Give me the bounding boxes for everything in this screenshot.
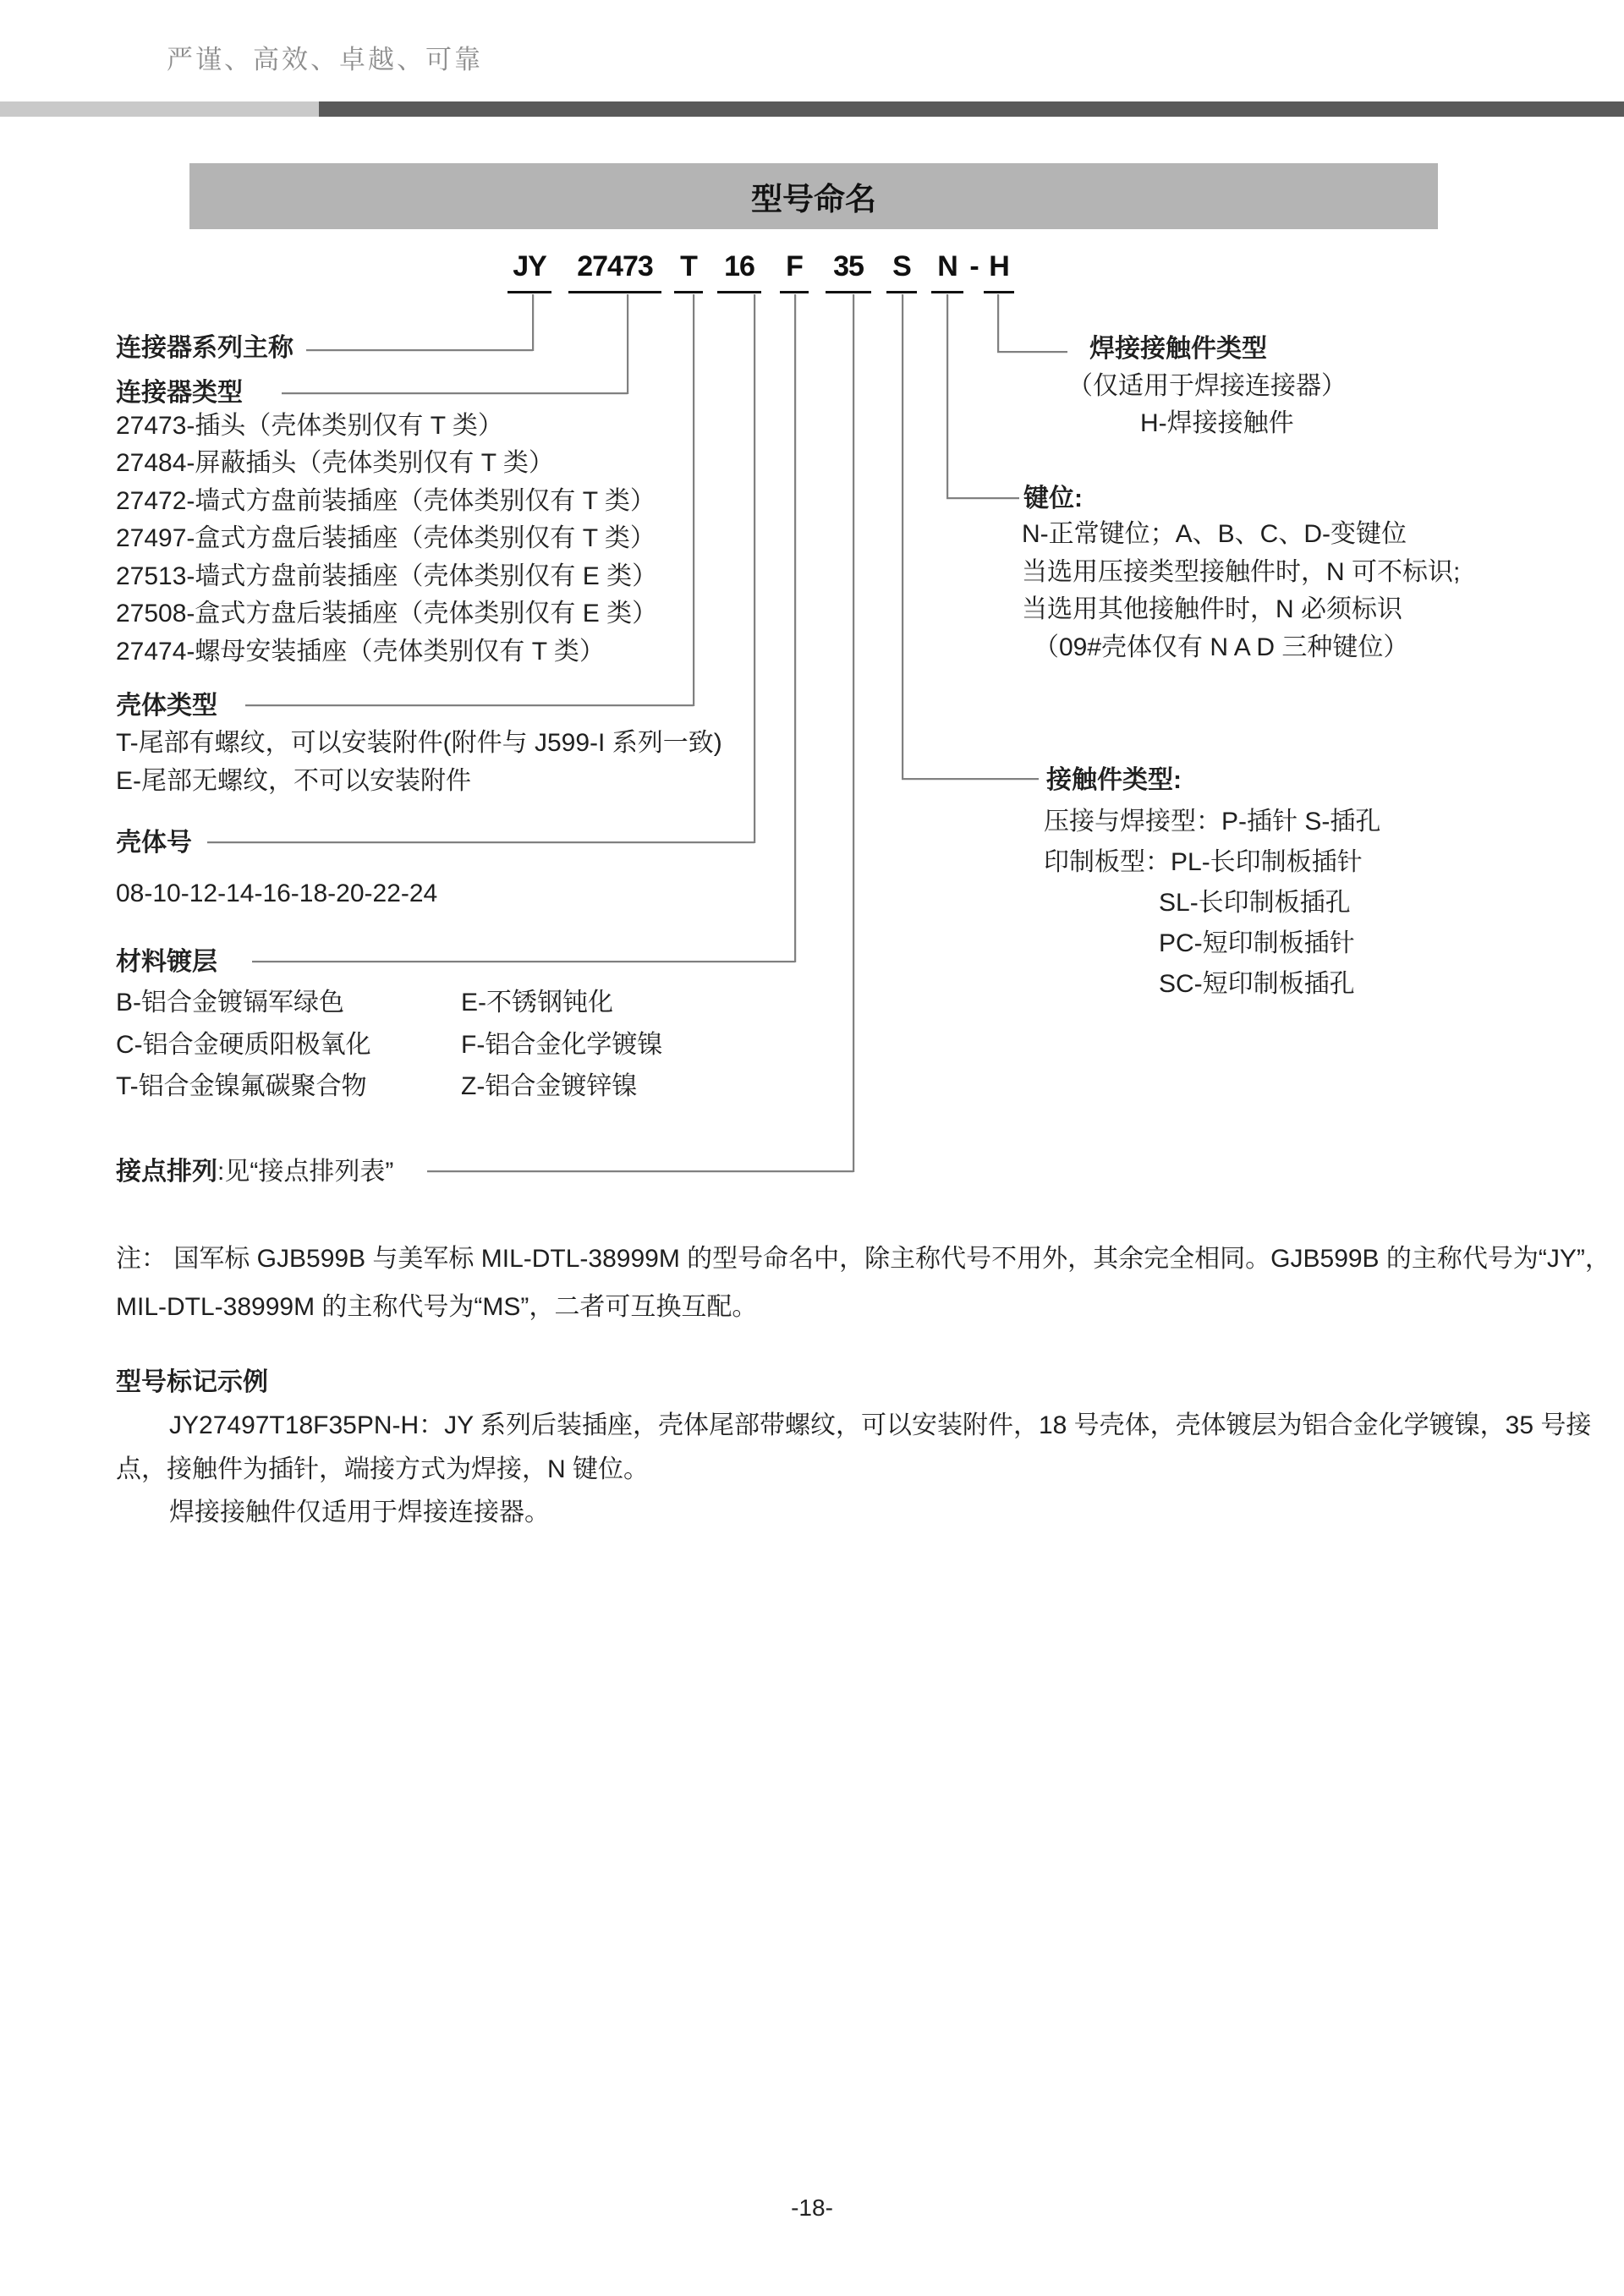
code-token-key: N [931,250,963,293]
header-bar-dark-segment [319,101,1624,117]
contact-piece-line: 压接与焊接型：P-插针 S-插孔 [1044,808,1381,836]
contact-piece-sub-line: SL-长印制板插孔 [1159,889,1351,917]
code-token-contact: S [886,250,917,293]
label-shell-number: 壳体号 [116,829,192,857]
marking-example-line: 焊接接触件仅适用于焊接连接器。 [169,1499,550,1526]
connector-line-series-v [532,294,534,351]
key-position-line: N-正常键位；A、B、C、D-变键位 [1022,520,1407,548]
connector-line-shell-no-h [207,841,754,843]
connector-type-item: 27513-墙式方盘前装插座（壳体类别仅有 E 类） [116,562,658,590]
plating-item: T-铝合金镍氟碳聚合物 [116,1072,367,1100]
contact-arrangement-ref: :见“接点排列表” [217,1158,394,1186]
code-token-solder: H [984,250,1014,293]
label-key-position: 键位: [1023,485,1083,512]
connector-type-item: 27473-插头（壳体类别仅有 T 类） [116,412,503,440]
connector-line-solder-h [997,351,1067,353]
contact-arrangement-title: 接点排列 [116,1158,217,1186]
solder-contact-note: （仅适用于焊接连接器） [1067,372,1347,400]
connector-line-plating-v [794,294,796,962]
shell-type-item: E-尾部无螺纹，不可以安装附件 [116,767,471,795]
label-connector-type: 连接器类型 [116,379,243,407]
label-contact-piece-type: 接触件类型: [1046,766,1182,794]
connector-line-plating-h [252,961,795,962]
marking-example-line: JY27497T18F35PN-H：JY 系列后装插座，壳体尾部带螺纹，可以安装附件，18 号壳体，壳体镀层为铝合金化学镀镍，35 号接 [169,1411,1592,1439]
shell-type-item: T-尾部有螺纹，可以安装附件(附件与 J599-I 系列一致) [116,729,722,757]
shell-number-values: 08-10-12-14-16-18-20-22-24 [116,879,438,907]
plating-item: Z-铝合金镀锌镍 [461,1072,638,1100]
connector-type-item: 27472-墙式方盘前装插座（壳体类别仅有 T 类） [116,487,656,515]
code-token-type: 27473 [568,250,661,293]
plating-item: C-铝合金硬质阳极氧化 [116,1031,371,1059]
connector-line-type-v [627,294,628,394]
solder-contact-item: H-焊接接触件 [1140,409,1294,437]
connector-line-arrangement-h [427,1170,853,1172]
connector-type-item: 27508-盒式方盘后装插座（壳体类别仅有 E 类） [116,600,658,627]
connector-line-arrangement-v [853,294,854,1172]
label-solder-contact-type: 焊接接触件类型 [1089,335,1267,363]
connector-line-shell-type-v [693,294,694,706]
contact-piece-sub-line: PC-短印制板插针 [1159,929,1355,957]
contact-piece-sub-line: SC-短印制板插孔 [1159,970,1355,998]
connector-type-item: 27474-螺母安装插座（壳体类别仅有 T 类） [116,638,605,666]
connector-line-solder-v [997,294,999,353]
code-token-shell-type: T [674,250,703,293]
note-paragraph-line: MIL-DTL-38999M 的主称代号为“MS”，二者可互换互配。 [116,1293,758,1321]
connector-line-type-h [282,392,628,394]
marking-example-line: 点，接触件为插针，端接方式为焊接，N 键位。 [116,1455,649,1483]
section-title-bar [189,163,1438,229]
label-connector-series: 连接器系列主称 [116,334,294,362]
code-token-arrangement: 35 [826,250,871,293]
connector-line-shell-type-h [245,704,694,706]
connector-line-key-h [946,497,1019,499]
plating-item: B-铝合金镀镉军绿色 [116,989,344,1016]
code-separator: - [969,250,979,282]
label-plating: 材料镀层 [116,948,217,976]
code-token-series: JY [508,250,551,293]
note-paragraph-line: 注： 国军标 GJB599B 与美军标 MIL-DTL-38999M 的型号命名中，除主称代号不用外，其余完全相同。GJB599B 的主称代号为“JY”， [116,1245,1610,1273]
header-bar-light-segment [0,101,319,117]
label-shell-type: 壳体类型 [116,692,217,720]
code-token-plating: F [780,250,809,293]
section-title: 型号命名 [751,182,876,216]
code-token-shell-no: 16 [717,250,761,293]
key-position-line: （09#壳体仅有 N A D 三种键位） [1034,633,1409,661]
plating-item: E-不锈钢钝化 [461,989,613,1016]
key-position-line: 当选用其他接触件时，N 必须标识 [1022,595,1402,623]
plating-item: F-铝合金化学镀镍 [461,1031,663,1059]
label-contact-arrangement [116,1159,393,1185]
contact-piece-line: 印制板型：PL-长印制板插针 [1044,848,1363,876]
page-number: -18- [791,2195,833,2221]
connector-line-key-v [946,294,948,499]
connector-line-shell-no-v [754,294,755,843]
connector-line-series-h [306,349,533,351]
key-position-line: 当选用压接类型接触件时，N 可不标识; [1022,558,1461,586]
connector-line-contact-h [902,778,1039,780]
label-marking-example: 型号标记示例 [116,1368,268,1396]
connector-type-item: 27484-屏蔽插头（壳体类别仅有 T 类） [116,449,554,477]
connector-line-contact-v [902,294,903,780]
company-slogan: 严谨、高效、卓越、可靠 [167,45,483,74]
connector-type-item: 27497-盒式方盘后装插座（壳体类别仅有 T 类） [116,524,656,552]
